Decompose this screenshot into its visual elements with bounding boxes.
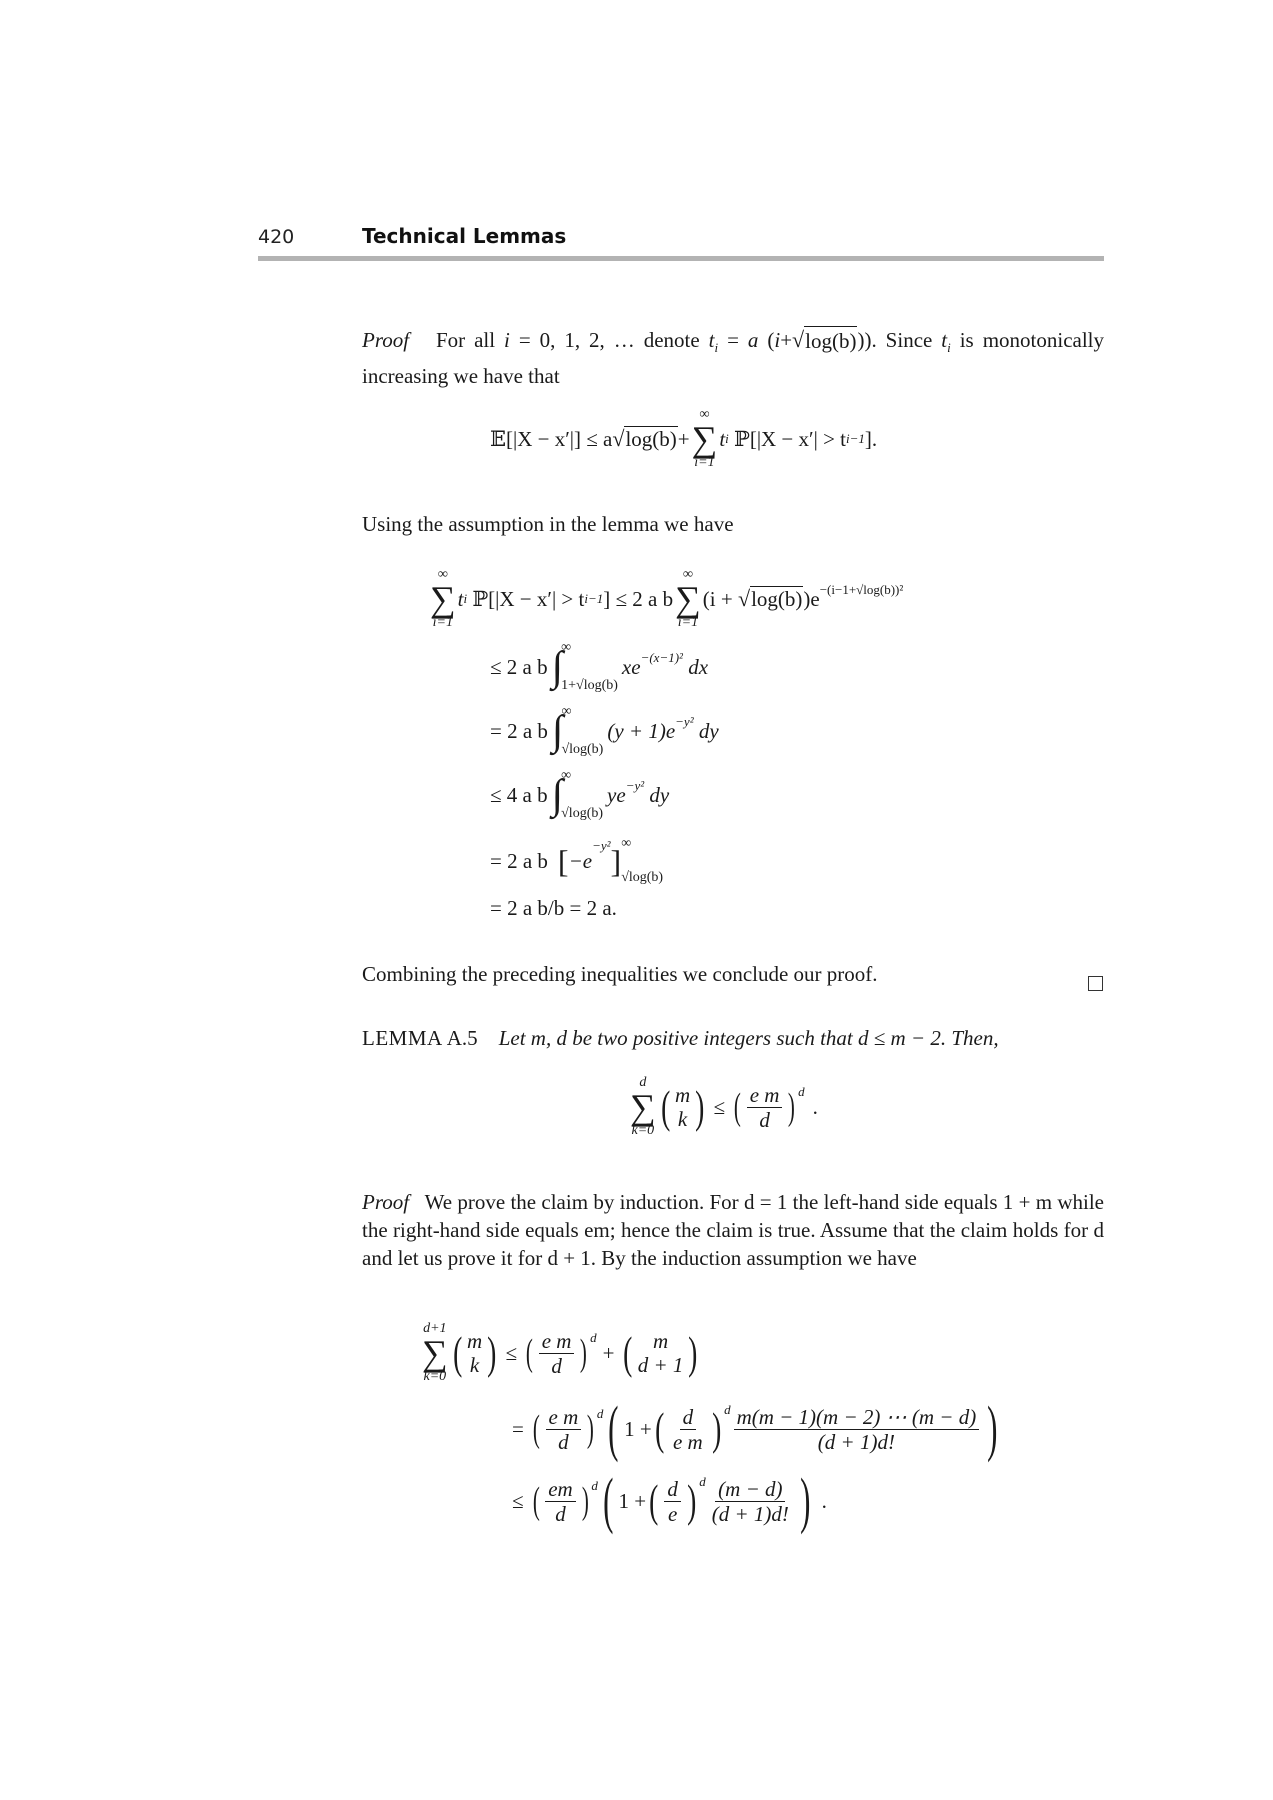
eq-term: t — [457, 586, 464, 611]
sqrt: √ log(b) — [612, 426, 677, 451]
text: = — [718, 328, 748, 352]
sqrt-body: log(b) — [751, 587, 803, 611]
eq-term: ℙ[|X − x′| > t — [467, 586, 585, 611]
sqrt-body: log(b) — [804, 326, 857, 355]
frac-num: e m — [546, 1405, 582, 1430]
exponent: d — [699, 1474, 706, 1489]
frac-den: (d + 1)d! — [711, 1501, 789, 1526]
math-sub: i−1 — [846, 431, 865, 446]
fraction — [546, 1405, 582, 1454]
equation-line5 — [490, 836, 663, 886]
binomial — [636, 1329, 686, 1377]
eq-term: (i + — [702, 586, 738, 611]
exponent: d — [596, 1406, 604, 1421]
binom-bottom: k — [469, 1353, 480, 1377]
summation: ∞ ∑ i=1 — [675, 567, 701, 630]
header-rule — [258, 256, 1104, 261]
sum-lower: k=0 — [423, 1369, 447, 1384]
binom-top: m — [467, 1329, 483, 1353]
relation: ≤ 2 a b — [490, 654, 548, 679]
eval-lower: √log(b) — [621, 870, 664, 885]
lemma-statement — [362, 1024, 1104, 1052]
frac-num: em — [545, 1477, 576, 1502]
fraction — [545, 1477, 576, 1526]
frac-den: d — [759, 1107, 770, 1132]
text: Since — [876, 328, 942, 352]
integral: ∫ ∞ √log(b) — [551, 768, 604, 821]
sum-lower: i=1 — [432, 615, 453, 630]
lemma-equation: d ∑ k=0 ( m k ) ≤ ( $\frac{\text{e m}}{d}$ ) $^d$ . — [630, 1075, 818, 1138]
binom-bottom: k — [677, 1107, 688, 1131]
integral-upper: ∞ — [561, 640, 572, 655]
integral-lower: √log(b) — [561, 742, 604, 757]
math-sub: i−1 — [584, 591, 604, 606]
relation: ≤ — [713, 1094, 726, 1119]
relation: ≤ — [505, 1340, 518, 1365]
summation: ∞ ∑ i=1 — [691, 407, 718, 470]
eq-term: ] ≤ 2 a b — [603, 586, 674, 611]
text: + — [780, 328, 793, 352]
integral: ∫ ∞ √log(b) — [551, 704, 604, 757]
proof-label: Proof — [362, 328, 410, 352]
summation: ∞ ∑ i=1 — [430, 567, 456, 630]
integral-upper: ∞ — [561, 768, 572, 783]
binom-top: m — [653, 1329, 669, 1353]
lemma-text: Let m, d be two positive integers such that d ≤ m − 2. Then, — [498, 1026, 999, 1050]
chapter-title: Technical Lemmas — [362, 224, 567, 248]
frac-num: e m — [539, 1329, 575, 1354]
sqrt: √ log(b) — [792, 327, 857, 353]
integral-upper: ∞ — [561, 704, 572, 719]
lemma-label: LEMMA — [362, 1026, 443, 1050]
relation: = 2 a b — [490, 848, 548, 873]
text: is monotonically increasing we have that — [362, 328, 1105, 389]
sum-upper: d+1 — [423, 1321, 447, 1336]
induction-line3: ≤ ( $\frac{em}{d}$ ) $^d$ ( 1 + ( $\frac{d}{e}$ ) $^d$ $\frac{(m - d)}{(d + 1)d!}$ ) . — [512, 1467, 827, 1535]
math-var: t — [708, 328, 715, 352]
frac-num: m(m − 1)(m − 2) ⋯ (m − d) — [734, 1405, 980, 1430]
frac-den: (d + 1)d! — [817, 1429, 895, 1454]
plus: + — [602, 1340, 615, 1365]
frac-den: d — [558, 1429, 569, 1454]
frac-den: e — [668, 1501, 678, 1526]
proof2-body: We prove the claim by induction. For d = 1 the left-hand side equals 1 + m while the right-hand side equals em; hence the claim is true. Assume that the claim holds for d and let us prove it for d + 1. By the induction assumption we have — [362, 1190, 1104, 1270]
math-sub: i — [714, 340, 719, 356]
sum-upper: ∞ — [682, 567, 693, 582]
relation: ≤ — [512, 1488, 524, 1513]
lemma-number: A.5 — [446, 1026, 478, 1050]
bracket-close: ] — [610, 842, 622, 879]
proof2-text — [362, 1188, 1104, 1272]
frac-den: d — [551, 1353, 562, 1378]
induction-line2: = ( $\frac{\text{e m}}{d}$ ) $^d$ ( 1 + ( $\frac{d}{\text{e m}}$ ) $^d$ $\frac{m(m - 1)(m - 2) \cdots (m - d)}{(d + 1)d!}$ ) — [512, 1395, 998, 1463]
frac-den: d — [555, 1501, 566, 1526]
sqrt: √ log(b) — [737, 586, 803, 611]
relation: = — [512, 1416, 524, 1441]
exponent: d — [591, 1478, 598, 1493]
text: ( — [758, 328, 775, 352]
frac-num: (m − d) — [715, 1477, 785, 1502]
summation: d ∑ k=0 — [630, 1075, 656, 1138]
differential: dy — [693, 718, 719, 743]
integrand: ye — [607, 782, 626, 807]
equation-line4 — [490, 768, 669, 822]
equation-line2 — [490, 640, 708, 694]
exponent: d — [590, 1330, 597, 1345]
summation: d+1 ∑ k=0 — [422, 1321, 448, 1384]
evaluated-term: −e — [568, 848, 593, 873]
eq-lhs: 𝔼[|X − x′|] ≤ a — [490, 426, 613, 451]
equation-line3 — [490, 704, 719, 758]
induction-line1: d+1 ∑ k=0 ( m k ) ≤ ( $\frac{\text{e m}}{d}$ ) $^d$ + ( m d + 1 ) — [422, 1321, 698, 1384]
plus: + — [677, 426, 690, 451]
integral-lower: 1+√log(b) — [561, 678, 618, 693]
frac-num: e m — [747, 1083, 783, 1108]
exponent: −(x−1)² — [640, 650, 683, 665]
sum-upper: d — [639, 1075, 647, 1090]
frac-den: e m — [672, 1429, 703, 1454]
sum-upper: ∞ — [437, 567, 448, 582]
equation-expectation-bound — [490, 408, 877, 470]
math-sub: i — [947, 340, 951, 356]
using-assumption-text: Using the assumption in the lemma we have — [362, 512, 734, 536]
eq-term: )e — [803, 586, 820, 611]
fraction — [747, 1083, 783, 1132]
fraction — [664, 1477, 681, 1526]
binom-top: m — [675, 1083, 691, 1107]
proof1-intro — [362, 326, 1104, 390]
exponent: −y² — [625, 778, 645, 793]
exponent: d — [798, 1084, 805, 1099]
math-var: a — [747, 328, 759, 352]
equation-sum-line1 — [428, 568, 903, 630]
period: . — [821, 1488, 827, 1513]
math-sub: i — [725, 431, 729, 446]
frac-num: d — [680, 1405, 697, 1430]
page-number: 420 — [258, 226, 295, 248]
math-var: i — [774, 328, 781, 352]
eq-term: t — [719, 426, 726, 451]
eval-upper: ∞ — [621, 836, 632, 851]
sum-lower: i=1 — [677, 615, 699, 630]
math-var: t — [941, 328, 948, 352]
fraction — [670, 1405, 706, 1454]
relation: ≤ 4 a b — [490, 782, 548, 807]
sum-lower: k=0 — [631, 1123, 655, 1138]
equation-line6: = 2 a b/b = 2 a. — [490, 896, 617, 920]
sum-lower: i=1 — [694, 455, 715, 470]
binom-bottom: d + 1 — [637, 1353, 684, 1377]
differential: dx — [682, 654, 709, 679]
eq-term: ℙ[|X − x′| > t — [728, 426, 847, 451]
fraction — [539, 1329, 575, 1378]
differential: dy — [644, 782, 670, 807]
frac-num: d — [664, 1477, 681, 1502]
text: )). — [857, 328, 877, 352]
eq-term: ]. — [864, 426, 878, 451]
one-plus: 1 + — [618, 1488, 647, 1513]
integrand: (y + 1)e — [607, 718, 676, 743]
integral: ∫ ∞ 1+√log(b) — [551, 640, 618, 693]
qed-symbol — [1088, 976, 1103, 991]
integrand: xe — [621, 654, 641, 679]
math-sub: i — [463, 591, 468, 606]
proof1-conclusion: Combining the preceding inequalities we conclude our proof. — [362, 962, 878, 986]
fraction-large — [709, 1477, 792, 1526]
one-plus: 1 + — [624, 1416, 652, 1441]
binomial — [673, 1083, 692, 1131]
integral-lower: √log(b) — [561, 806, 604, 821]
period: . — [812, 1094, 818, 1119]
proof-label: Proof — [362, 1190, 410, 1214]
fraction-large — [734, 1405, 980, 1454]
text: = 0, 1, 2, … denote — [509, 328, 709, 352]
exponent: −y² — [675, 714, 694, 729]
sum-upper: ∞ — [699, 407, 710, 422]
bracket-open: [ — [557, 842, 569, 879]
exponent: −(i−1+√log(b))² — [819, 582, 904, 597]
binomial — [465, 1329, 484, 1377]
math-var: i — [504, 328, 510, 352]
sqrt-body: log(b) — [625, 427, 677, 451]
exponent: −y² — [592, 838, 611, 853]
evaluation-limits — [621, 836, 663, 886]
exponent: d — [724, 1402, 731, 1417]
relation: = 2 a b — [490, 718, 548, 743]
text: For all — [435, 328, 505, 352]
